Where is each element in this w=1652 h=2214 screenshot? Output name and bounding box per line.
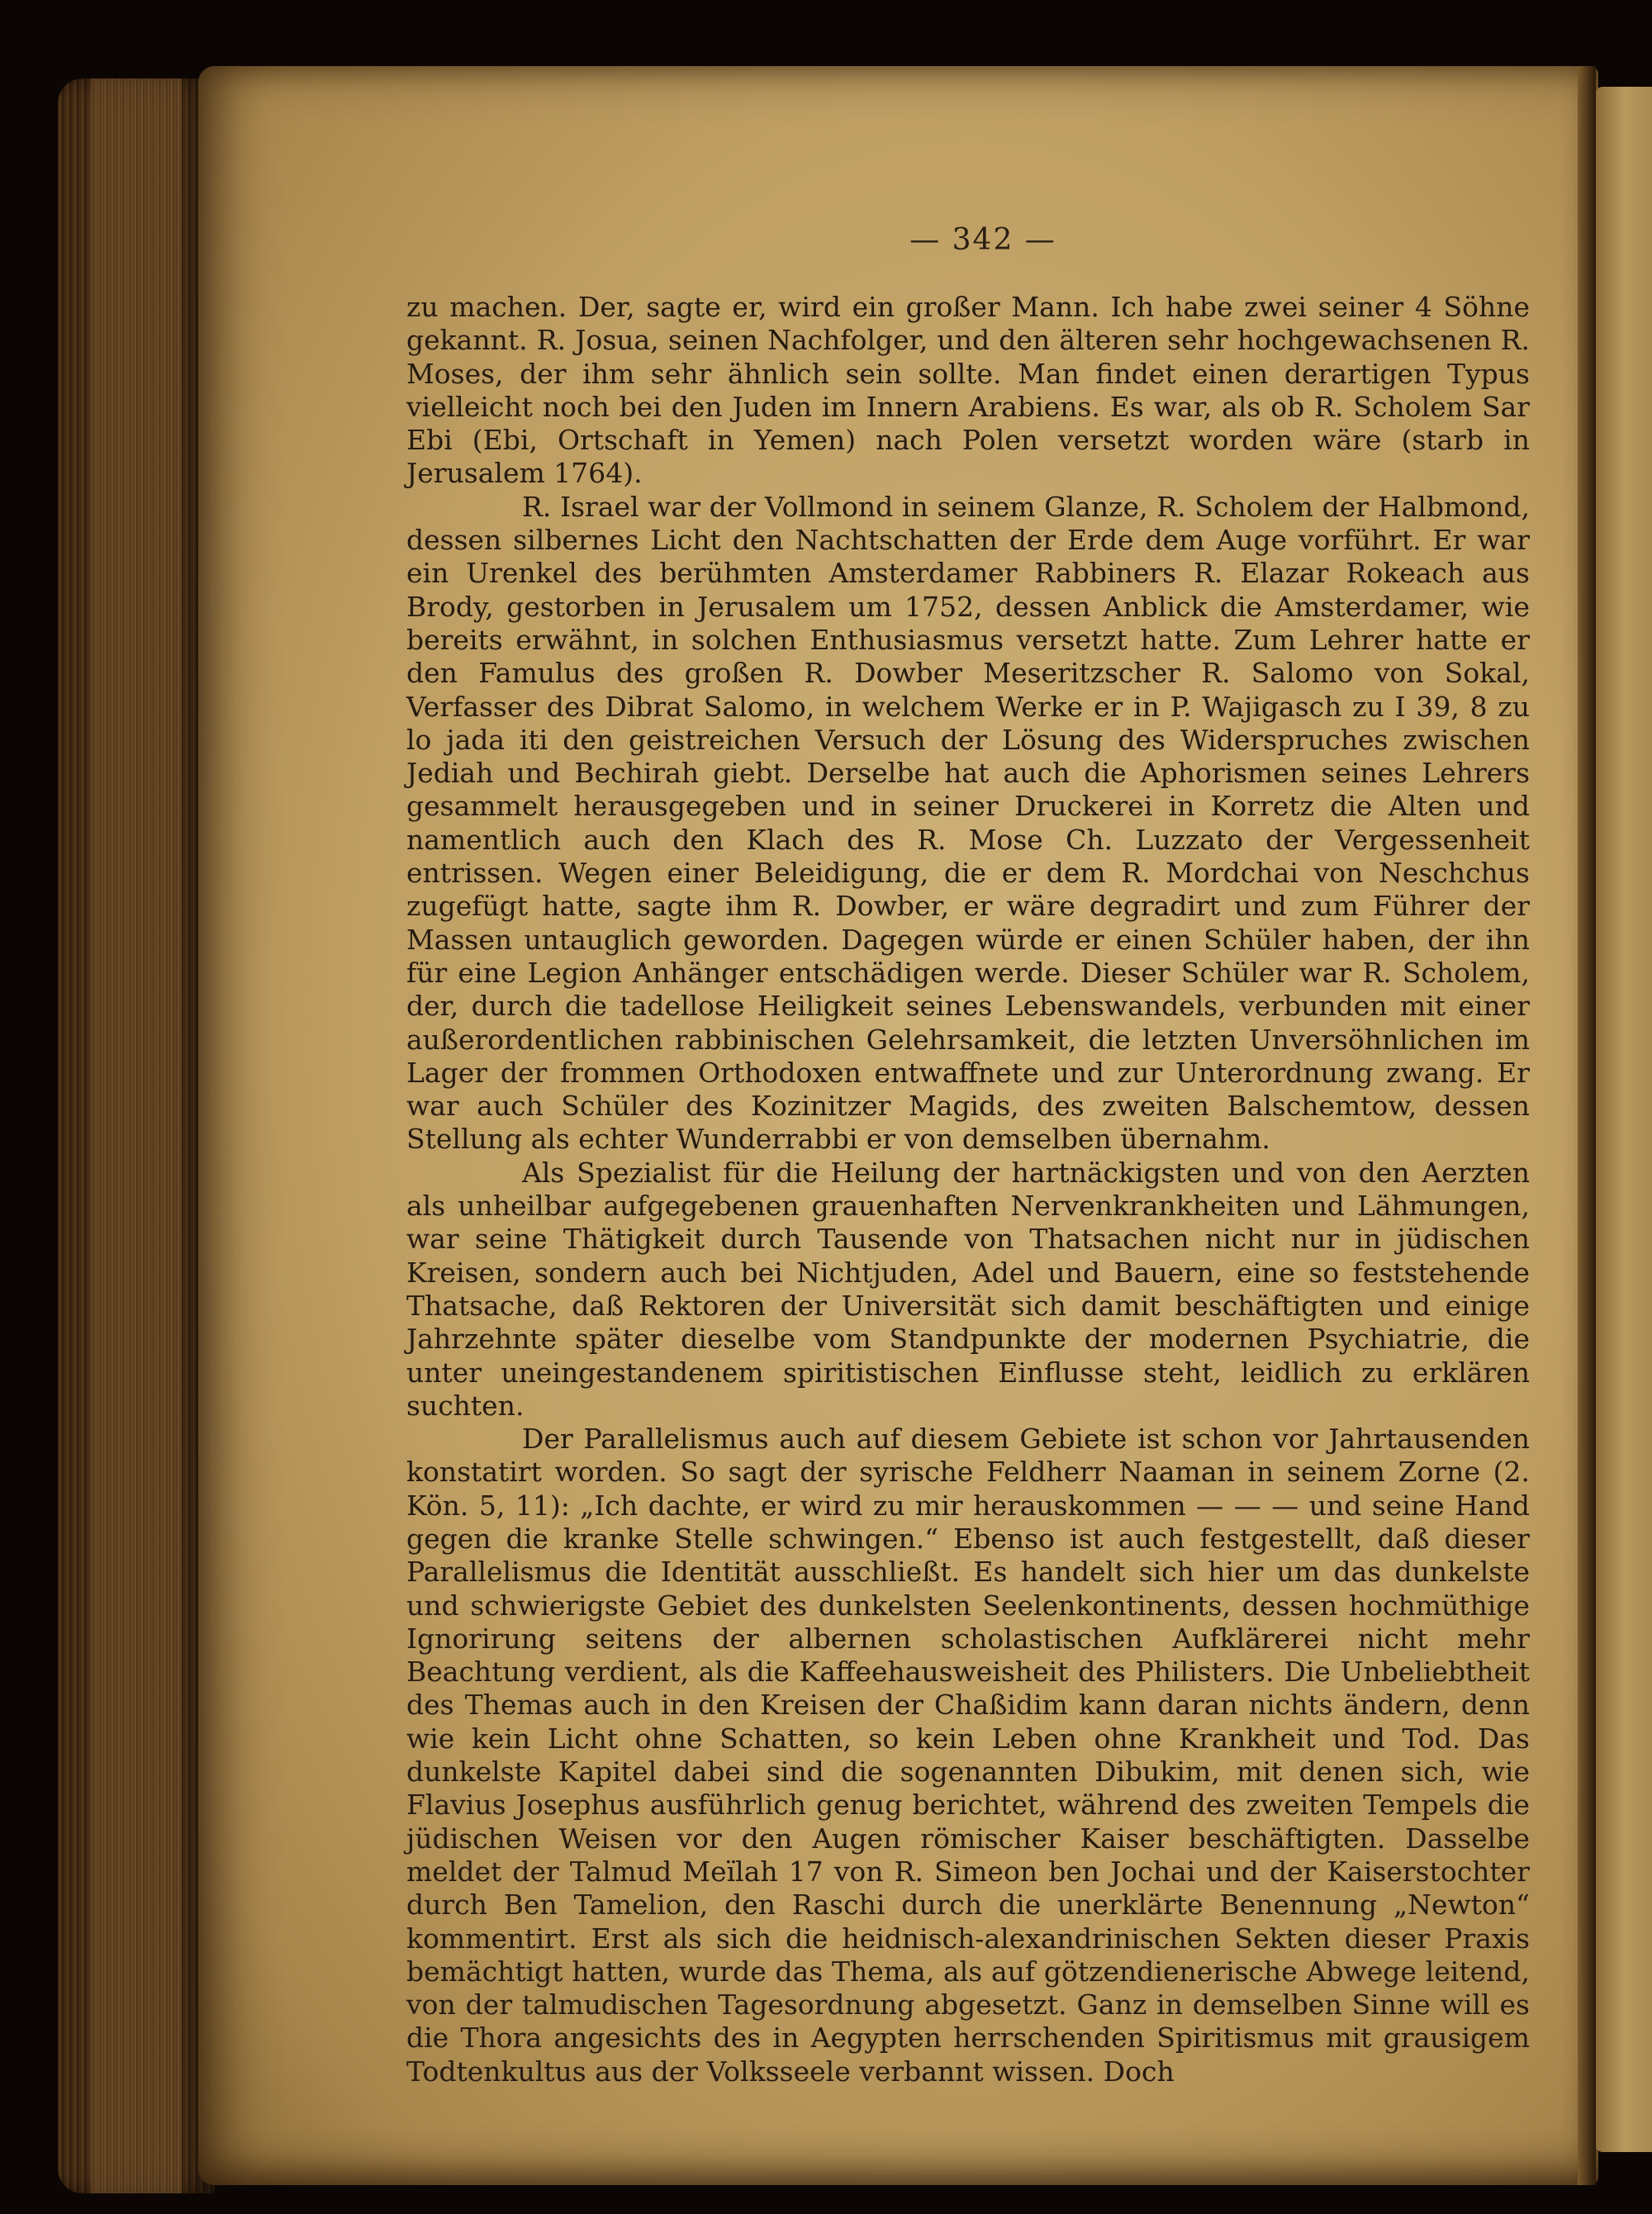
page-number: — 342 —: [909, 223, 1056, 257]
facing-page-edge: [1596, 87, 1652, 2152]
paragraph: R. Israel war der Vollmond in seinem Glanze, R. Scholem der Halbmond, dessen silbernes Licht den Nachtschatten der Erde dem Auge vorführt. Er war ein Urenkel des berühmten Amsterdamer Rabbiners R. Elazar Rokeach aus Brody, gestorben in Jerusalem um 1752, dessen Anblick die Amsterdamer, wie bereits erwähnt, in solchen Enthusiasmus versetzt hatte. Zum Lehrer hatte er den Famulus des großen R. Dowber Meseritzscher R. Salomo von Sokal, Verfasser des Dibrat Salomo, in welchem Werke er in P. Wajigasch zu I 39, 8 zu lo jada iti den geistreichen Versuch der Lösung des Widerspruches zwischen Jediah und Bechirah giebt. Derselbe hat auch die Aphorismen seines Lehrers gesammelt herausgegeben und in seiner Druckerei in Korretz die Alten und namentlich auch den Klach des R. Mose Ch. Luzzato der Vergessenheit entrissen. Wegen einer Beleidigung, die er dem R. Mordchai von Neschchus zugefügt hatte, sagte ihm R. Dowber, er wäre degradirt und zum Führer der Massen untauglich geworden. Dagegen würde er einen Schüler haben, der ihn für eine Legion Anhänger entschädigen werde. Dieser Schüler war R. Scholem, der, durch die tadellose Heiligkeit seines Lebenswandels, verbunden mit einer außerordentlichen rabbinischen Gelehrsamkeit, die letzten Unversöhnlichen im Lager der frommen Orthodoxen entwaffnete und zur Unterordnung zwang. Er war auch Schüler des Kozinitzer Magids, des zweiten Balschemtow, dessen Stellung als echter Wunderrabbi er von demselben übernahm.: [406, 490, 1530, 1156]
book-gutter: [1578, 66, 1596, 2185]
body-text: [406, 291, 1530, 2088]
paragraph: zu machen. Der, sagte er, wird ein großer Mann. Ich habe zwei seiner 4 Söhne gekannt. R. Josua, seinen Nachfolger, und den älteren sehr hochgewachsenen R. Moses, der ihm sehr ähnlich sein sollte. Man findet einen derartigen Typus vielleicht noch bei den Juden im Innern Arabiens. Es war, als ob R. Scholem Sar Ebi (Ebi, Ortschaft in Yemen) nach Polen versetzt worden wäre (starb in Jerusalem 1764).: [406, 291, 1530, 490]
book-page-edges: [58, 78, 215, 2193]
paragraph: Der Parallelismus auch auf diesem Gebiete ist schon vor Jahrtausenden konstatirt worden. So sagt der syrische Feldherr Naaman in seinem Zorne (2. Kön. 5, 11): „Ich dachte, er wird zu mir herauskommen — — — und seine Hand gegen die kranke Stelle schwingen.“ Ebenso ist auch festgestellt, daß dieser Parallelismus die Identität ausschließt. Es handelt sich hier um das dunkelste und schwierigste Gebiet des dunkelsten Seelenkontinents, dessen hochmüthige Ignorirung seitens der albernen scholastischen Aufklärerei nicht mehr Beachtung verdient, als die Kaffeehausweisheit des Philisters. Die Unbeliebtheit des Themas auch in den Kreisen der Chaßidim kann daran nichts ändern, denn wie kein Licht ohne Schatten, so kein Leben ohne Krankheit und Tod. Das dunkelste Kapitel dabei sind die sogenannten Dibukim, mit denen sich, wie Flavius Josephus ausführlich genug berichtet, während des zweiten Tempels die jüdischen Weisen vor den Augen römischer Kaiser beschäftigten. Dasselbe meldet der Talmud Meïlah 17 von R. Simeon ben Jochai und der Kaiserstochter durch Ben Tamelion, den Raschi durch die unerklärte Benennung „Newton“ kommentirt. Erst als sich die heidnisch-alexandrinischen Sekten dieser Praxis bemächtigt hatten, wurde das Thema, als auf götzendienerische Abwege leitend, von der talmudischen Tagesordnung abgesetzt. Ganz in demselben Sinne will es die Thora angesichts des in Aegypten herrschenden Spiritismus mit grausigem Todtenkultus aus der Volksseele verbannt wissen. Doch: [406, 1423, 1530, 2088]
page-edge-texture: [91, 78, 182, 2193]
paragraph: Als Spezialist für die Heilung der hartnäckigsten und von den Aerzten als unheilbar aufgegebenen grauenhaften Nervenkrankheiten und Lähmungen, war seine Thätigkeit durch Tausende von Thatsachen nicht nur in jüdischen Kreisen, sondern auch bei Nichtjuden, Adel und Bauern, eine so feststehende Thatsache, daß Rektoren der Universität sich damit beschäftigten und einige Jahrzehnte später dieselbe vom Standpunkte der modernen Psychiatrie, die unter uneingestandenem spiritistischen Einflusse steht, leidlich zu erklären suchten.: [406, 1156, 1530, 1422]
